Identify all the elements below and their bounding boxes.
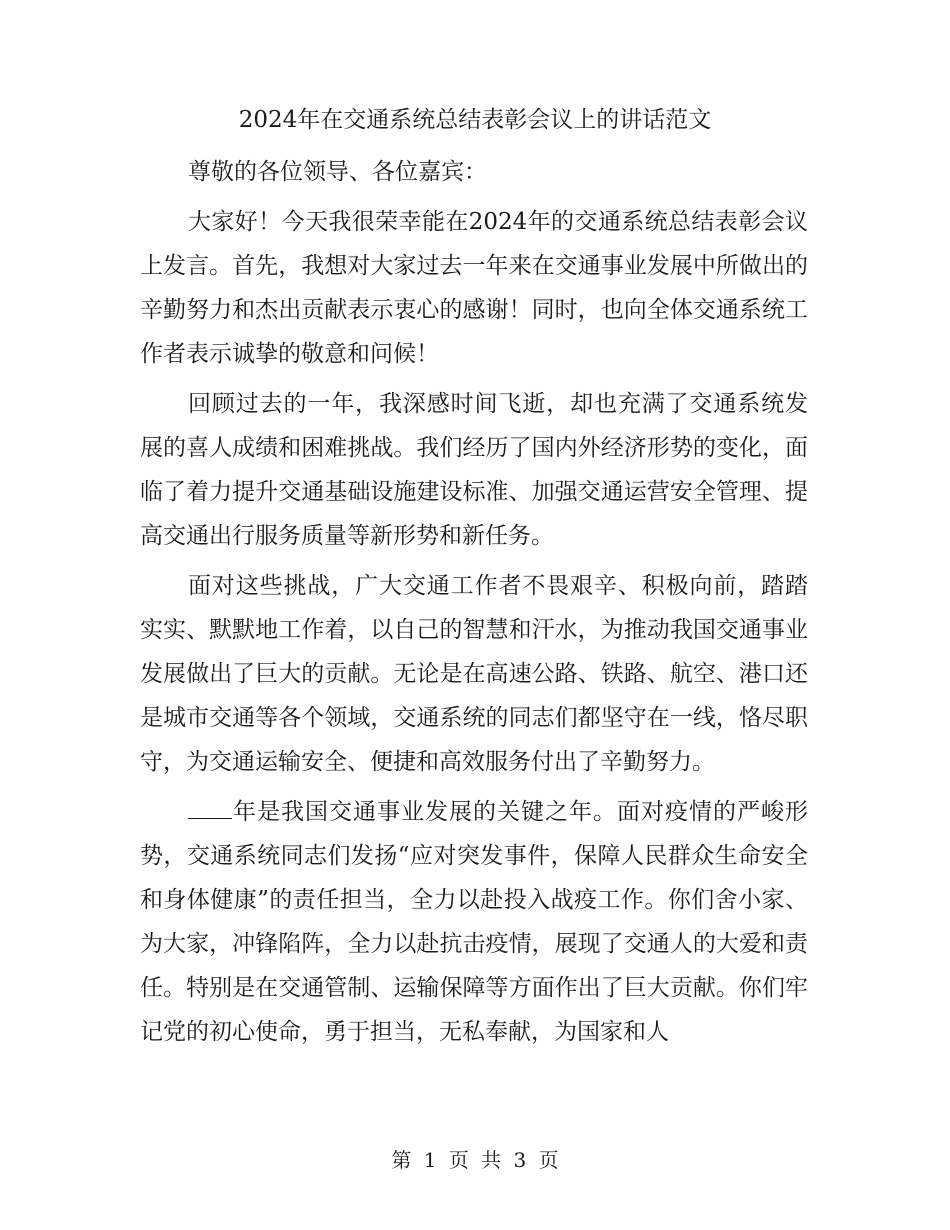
page-footer [0, 1145, 950, 1175]
fill-in-blank [188, 792, 232, 819]
footer-current-page: 1 [423, 1148, 437, 1172]
paragraph-greeting: 大家好！今天我很荣幸能在2024年的交通系统总结表彰会议上发言。首先，我想对大家过去一年来在交通事业发展中所做出的辛勤努力和杰出贡献表示衷心的感谢！同时，也向全体交通系统工作者表示诚挚的敬意和问候！ [140, 209, 808, 367]
paragraph-review: 回顾过去的一年，我深感时间飞逝，却也充满了交通系统发展的喜人成绩和困难挑战。我们经历了国内外经济形势的变化，面临了着力提升交通基础设施建设标准、加强交通运营安全管理、提高交通出行服务质量等新形势和新任务。 [140, 391, 808, 549]
paragraph-challenges: 面对这些挑战，广大交通工作者不畏艰辛、积极向前，踏踏实实、默默地工作着，以自己的智慧和汗水，为推动我国交通事业发展做出了巨大的贡献。无论是在高速公路、铁路、航空、港口还是城市交通等各个领域，交通系统的同志们都坚守在一线，恪尽职守，为交通运输安全、便捷和高效服务付出了辛勤努力。 [140, 573, 808, 775]
footer-page-unit: 页 [448, 1148, 469, 1172]
footer-total-label: 共 [481, 1148, 502, 1172]
footer-total-unit: 页 [538, 1148, 559, 1172]
paragraph-epidemic-text: 年是我国交通事业发展的关键之年。面对疫情的严峻形势，交通系统同志们发扬“应对突发事件，保障人民群众生命安全和身体健康”的责任担当，全力以赴投入战疫工作。你们舍小家、为大家，冲锋陷阵，全力以赴抗击疫情，展现了交通人的大爱和责任。特别是在交通管制、运输保障等方面作出了巨大贡献。你们牢记党的初心使命，勇于担当，无私奉献，为国家和人 [140, 799, 808, 1045]
document-body [140, 150, 808, 1060]
document-title: 2024年在交通系统总结表彰会议上的讲话范文 [238, 107, 712, 133]
footer-total-pages: 3 [513, 1148, 527, 1172]
footer-page-label: 第 [391, 1148, 412, 1172]
paragraph-epidemic [140, 790, 808, 1054]
salutation: 尊敬的各位领导、各位嘉宾： [188, 159, 487, 185]
